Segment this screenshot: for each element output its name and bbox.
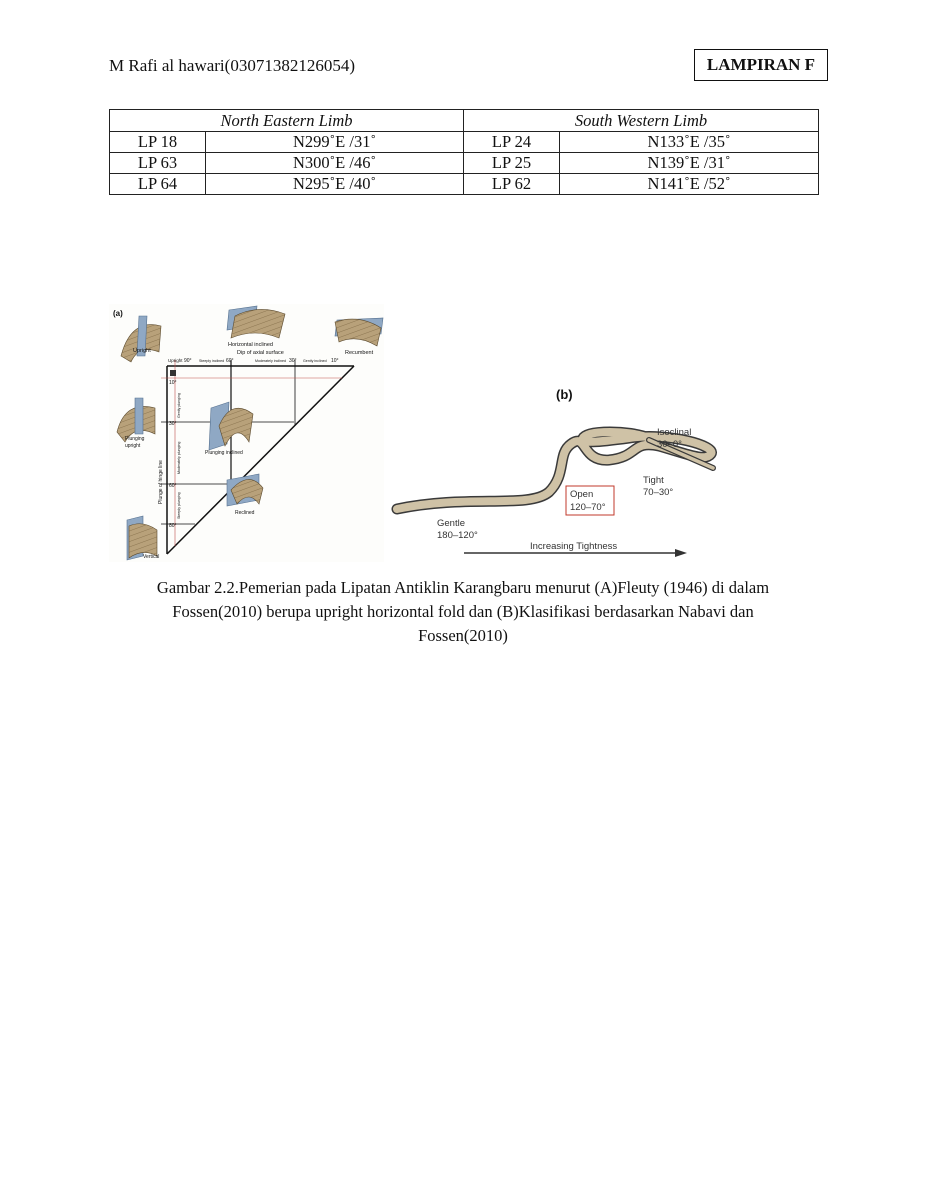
left-tick-30: 30° bbox=[169, 421, 177, 427]
sw-strike-dip: N139˚E /31˚ bbox=[560, 153, 819, 174]
tight-angle: 70–30° bbox=[643, 487, 674, 498]
tight-label: Tight bbox=[643, 475, 664, 486]
left-tick-80: 80° bbox=[169, 523, 177, 529]
band-moderately-inclined: Moderately inclined bbox=[255, 359, 286, 363]
upright-label: Upright bbox=[133, 348, 151, 354]
plunging-inclined-label: Plunging inclined bbox=[205, 450, 243, 456]
ne-station-id: LP 64 bbox=[110, 174, 206, 195]
left-tick-60: 60° bbox=[169, 483, 177, 489]
panel-a-label: (a) bbox=[113, 309, 123, 318]
interlimb-angle-panel bbox=[397, 387, 713, 557]
band-moderately-plunging: Moderately plunging bbox=[177, 441, 181, 474]
top-tick-90: 90° bbox=[184, 358, 192, 364]
isoclinal-angle: 30–0° bbox=[657, 439, 682, 450]
axial-dip-axis-title: Dip of axial surface bbox=[237, 350, 284, 356]
ne-station-id: LP 63 bbox=[110, 153, 206, 174]
open-label: Open bbox=[570, 489, 594, 500]
sw-strike-dip: N141˚E /52˚ bbox=[560, 174, 819, 195]
plunging-upright-label-2: upright bbox=[125, 443, 141, 449]
sw-station-id: LP 24 bbox=[464, 132, 560, 153]
ne-strike-dip: N300˚E /46˚ bbox=[206, 153, 464, 174]
fleuty-diagram-panel bbox=[109, 304, 384, 562]
band-gently-inclined: Gently inclined bbox=[303, 359, 327, 363]
caption-line-1: Gambar 2.2.Pemerian pada Lipatan Antiklin Karangbaru menurut (A)Fleuty (1946) di dalam bbox=[156, 578, 770, 597]
caption-line-2: Fossen(2010) berupa upright horizontal fold dan (B)Klasifikasi berdasarkan Nabavi dan bbox=[172, 602, 754, 621]
plunging-upright-label-1: Plunging bbox=[125, 436, 145, 442]
increasing-tightness-label: Increasing Tightness bbox=[530, 541, 618, 552]
isoclinal-label: Isoclinal bbox=[657, 427, 692, 438]
figure-caption bbox=[110, 576, 816, 648]
vertical-label: Vertical bbox=[143, 554, 160, 560]
plunge-axis-title: Plunge of hinge line bbox=[158, 460, 164, 504]
upright-horizontal-marker bbox=[170, 370, 176, 376]
top-tick-10: 10° bbox=[331, 358, 339, 364]
band-steeply-plunging: Steeply plunging bbox=[177, 492, 181, 519]
table-row bbox=[110, 153, 819, 174]
north-eastern-limb-header: North Eastern Limb bbox=[110, 110, 464, 132]
tightness-arrowhead bbox=[675, 549, 687, 557]
author-name: M Rafi al hawari(03071382126054) bbox=[109, 56, 355, 75]
caption-line-3: Fossen(2010) bbox=[418, 626, 508, 645]
band-gently-plunging: Gently plunging bbox=[177, 393, 181, 418]
south-western-limb-header: South Western Limb bbox=[464, 110, 819, 132]
recumbent-label: Recumbent bbox=[345, 350, 374, 356]
top-tick-30: 30° bbox=[289, 358, 297, 364]
left-tick-10: 10° bbox=[169, 380, 177, 386]
table-row bbox=[110, 174, 819, 195]
table-row bbox=[110, 132, 819, 153]
fold-reclined-sketch bbox=[227, 474, 263, 506]
gentle-angle: 180–120° bbox=[437, 530, 478, 541]
appendix-label: LAMPIRAN F bbox=[694, 49, 828, 81]
sw-station-id: LP 25 bbox=[464, 153, 560, 174]
ne-station-id: LP 18 bbox=[110, 132, 206, 153]
ne-strike-dip: N295˚E /40˚ bbox=[206, 174, 464, 195]
panel-b-label: (b) bbox=[556, 387, 573, 402]
gentle-label: Gentle bbox=[437, 518, 465, 529]
fold-classification-figure bbox=[109, 304, 809, 562]
horizontal-inclined-label: Horizontal inclined bbox=[228, 342, 273, 348]
limb-orientation-table bbox=[109, 109, 819, 195]
reclined-label: Reclined bbox=[235, 510, 255, 516]
top-tick-upright: Upright bbox=[168, 358, 183, 363]
ne-strike-dip: N299˚E /31˚ bbox=[206, 132, 464, 153]
sw-strike-dip: N133˚E /35˚ bbox=[560, 132, 819, 153]
band-steeply-inclined: Steeply inclined bbox=[199, 359, 225, 363]
sw-station-id: LP 62 bbox=[464, 174, 560, 195]
top-tick-60: 60° bbox=[226, 358, 234, 364]
table-header-row bbox=[110, 110, 819, 132]
open-angle: 120–70° bbox=[570, 502, 606, 513]
